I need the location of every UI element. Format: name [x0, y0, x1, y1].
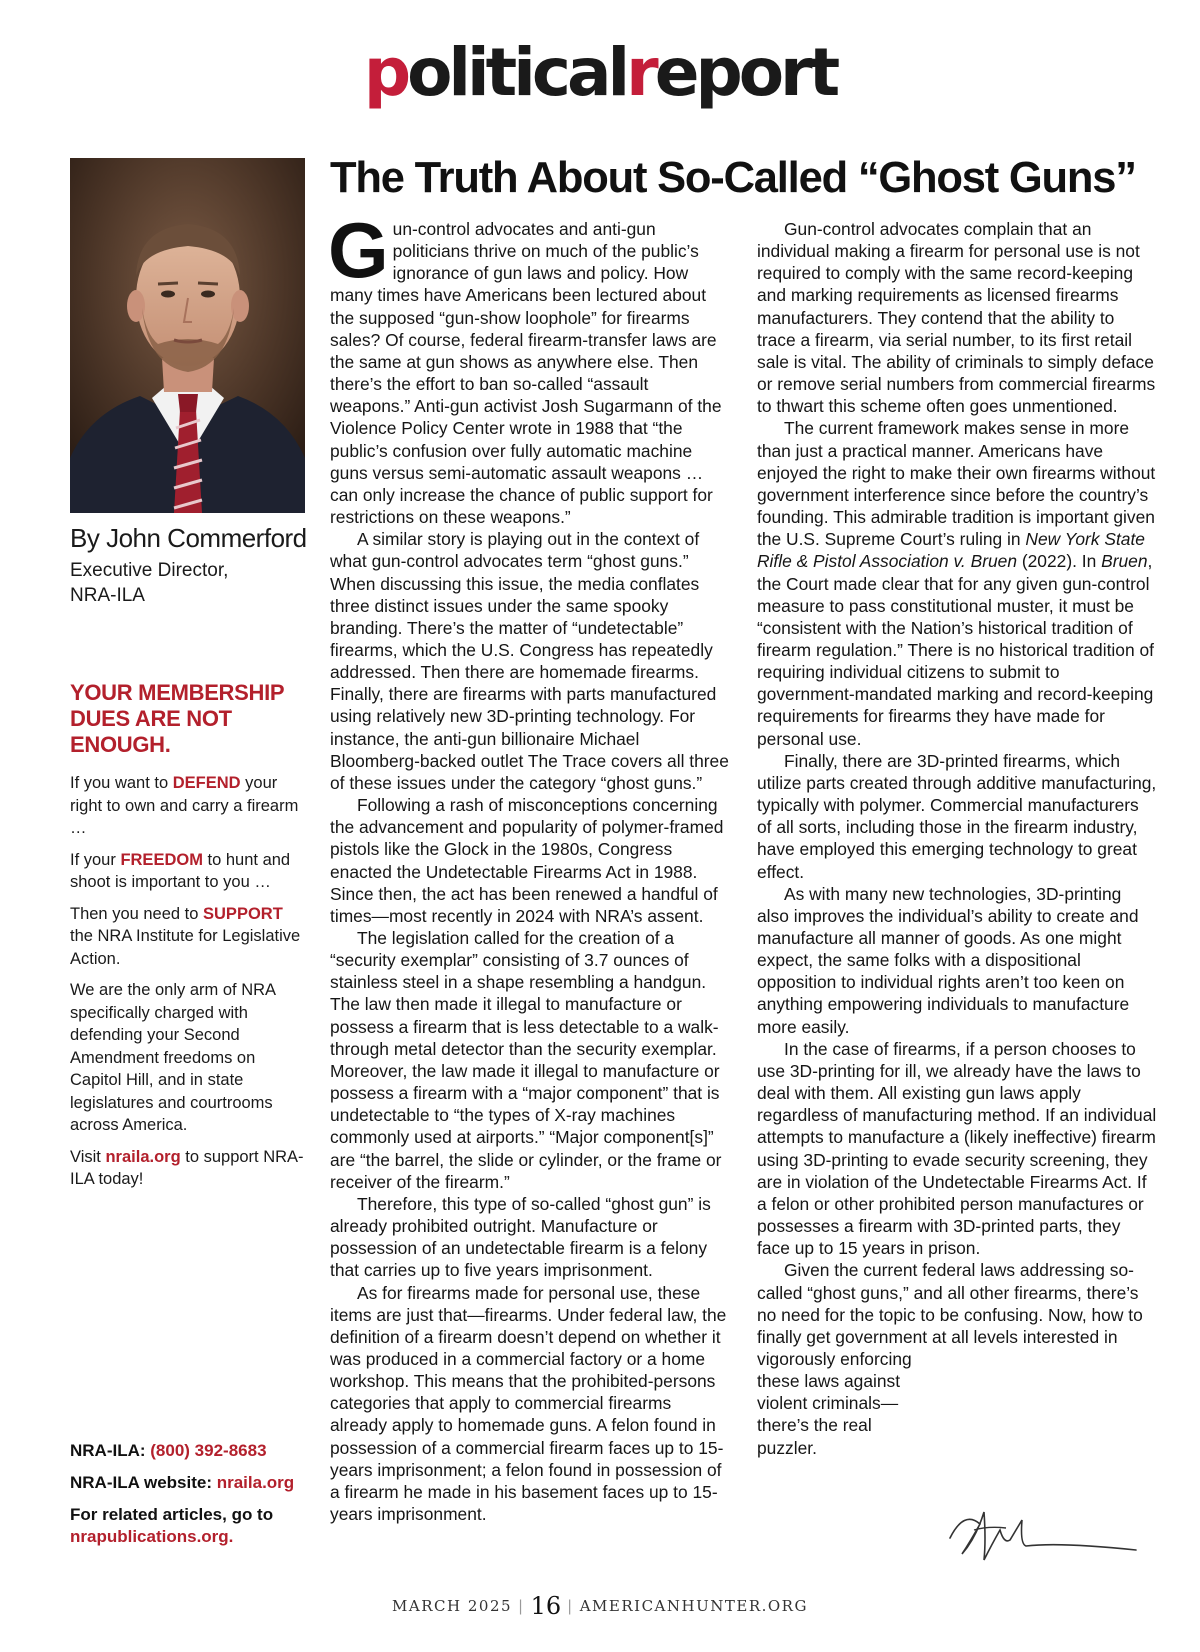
article-paragraph: Gun-control advocates complain that an individual making a firearm for personal use is not required to comply with the same record-keeping and marking requirements as licensed firearms manufacturers. They contend that the ability to trace a firearm, via serial number, to its first retail sale is vital. The ability of criminals to simply deface or remove serial numbers from commercial firearms to thwart this scheme often goes unmentioned. [757, 219, 1156, 417]
article-paragraph: The legislation called for the creation of a “security exemplar” consisting of 3.7 ounces of stainless steel in a shape resembling a handgun. The law then made it illegal to manufacture or possess a firearm that is less detectable to a walk-through metal detector than the security exemplar. Moreover, the law made it illegal to manufacture or possess a firearm with a “major component” that is undetectable to “the types of X-ray machines commonly used at airports.” “Major component[s]” are “the barrel, the slide or cylinder, or the frame or receiver of the firearm.” [330, 928, 722, 1192]
article-paragraph: As for firearms made for personal use, these items are just that—firearms. Under federal law, the definition of a firearm doesn’t depend on whether it was produced in a commercial factory or a home workshop. This means that the prohibited-persons categories that apply to commercial firearms already apply to homemade guns. A felon found in possession of a commercial firearm faces up to 15-years imprisonment; a felon found in possession of a firearm he made in his basement faces up to 15-years imprisonment. [330, 1282, 727, 1525]
page-number: 16 [530, 1592, 562, 1620]
article-paragraph: Following a rash of misconceptions concerning the advancement and popularity of polymer-framed pistols like the Glock in the 1980s, Congress enacted the Undetectable Firearms Act in 1988. Since then, the act has been renewed a handful of times—most recently in 2024 with NRA’s assent. [330, 795, 724, 926]
article-paragraph: Finally, there are 3D-printed firearms, which utilize parts created through additive manufacturing, typically with polymer. Commercial manufacturers of all sorts, including those in the firearm industry, have employed this emerging technology to great effect. [757, 750, 1157, 882]
article-closing: these laws against violent criminals—there’s the real puzzler. [757, 1371, 901, 1458]
author-signature [940, 1490, 1140, 1570]
author-title: Executive Director, [70, 560, 229, 581]
sidebar-paragraph: We are the only arm of NRA specifically charged with defending your Second Amendment freedoms on Capitol Hill, and in state legislatures and courtrooms across America. [70, 981, 276, 1134]
contact-related: For related articles, go to nrapublications.org. [70, 1505, 274, 1546]
author-org: NRA-ILA [70, 585, 145, 606]
article-headline: The Truth About So-Called “Ghost Guns” [330, 154, 1136, 202]
article-paragraph: Therefore, this type of so-called “ghost gun” is already prohibited outright. Manufacture or possession of an undetectable firearm is a felony that carries up to five years imprisonment. [330, 1193, 711, 1281]
contact-block [70, 1440, 320, 1558]
article-paragraph: In the case of firearms, if a person chooses to use 3D-printing for ill, we already have the laws to deal with them. All existing gun laws apply regardless of manufacturing method. If an individual attempts to manufacture a (likely ineffective) firearm using 3D-printing to evade security screening, they are in violation of the Undetectable Firearms Act. If a felon or other prohibited person manufactures or possesses a firearm with 3D-printed parts, they face up to 15 years in prison. [757, 1038, 1157, 1259]
drop-cap: G [328, 206, 389, 294]
sidebar-paragraph: Then you need to SUPPORT the NRA Institute for Legislative Action. [70, 904, 301, 968]
contact-website: NRA-ILA website: nraila.org [70, 1473, 295, 1492]
article-paragraph: Given the current federal laws addressing so-called “ghost guns,” and all other firearms, there’s no need for the topic to be confusing. Now, how to finally get government at all levels interested in vigorously enforcing [757, 1260, 1143, 1369]
contact-phone: NRA-ILA: (800) 392-8683 [70, 1441, 267, 1460]
phone-link[interactable]: (800) 392-8683 [150, 1441, 267, 1460]
article-paragraph: A similar story is playing out in the context of what gun-control advocates term “ghost guns.” When discussing this issue, the media conflates three distinct issues under the same spooky branding. There’s the matter of “undetectable” firearms, which the U.S. Congress has repeatedly addressed. Then there are homemade firearms. Finally, there are firearms with parts manufactured using relatively new 3D-printing technology. For instance, the anti-gun billionaire Michael Bloomberg-backed outlet The Trace covers all three of these issues under the category “ghost guns.” [330, 529, 729, 793]
byline [70, 522, 310, 608]
sidebar-paragraph: If your FREEDOM to hunt and shoot is important to you … [70, 850, 291, 891]
sidebar-paragraph: If you want to DEFEND your right to own and carry a firearm … [70, 774, 299, 837]
page-footer: MARCH 2025 | 16 | AMERICANHUNTER.ORG [392, 1592, 808, 1620]
author-photo [70, 158, 305, 513]
website-link[interactable]: nraila.org [216, 1473, 295, 1492]
article-column-1 [328, 206, 730, 1525]
author-name: By John Commerford [70, 523, 307, 553]
article-paragraph: Gun-control advocates and anti-gun politicians thrive on much of the public’s ignorance of gun laws and policy. How many times have Americans been lectured about the supposed “gun-show loophole” for firearms sales? Of course, federal firearm-transfer laws are the same at gun shows as anywhere else. Then there’s the effort to ban so-called “assault weapons.” Anti-gun activist Josh Sugarmann of the Violence Policy Center wrote in 1988 that “the public’s confusion over fully automatic machine guns versus semi-automatic assault weapons … can only increase the chance of public support for restrictions on these weapons.” [328, 206, 722, 528]
footer-date: MARCH 2025 [392, 1597, 513, 1615]
sidebar-heading: YOUR MEMBERSHIP DUES ARE NOT ENOUGH. [70, 680, 284, 757]
article-column-2 [757, 218, 1157, 1459]
sidebar-paragraph: Visit nraila.org to support NRA-ILA today! [70, 1147, 304, 1188]
membership-sidebar [70, 680, 310, 1200]
footer-site: AMERICANHUNTER.ORG [579, 1597, 808, 1615]
masthead-logo: politicalreport [363, 34, 837, 111]
related-link[interactable]: nrapublications.org. [70, 1527, 234, 1546]
nraila-link[interactable]: nraila.org [105, 1147, 181, 1166]
article-paragraph: As with many new technologies, 3D-printing also improves the individual’s ability to create and manufacture all manner of goods. As one might expect, the same folks with a dispositional opposition to individual rights aren’t too keen on anything empowering individuals to manufacture more easily. [757, 883, 1139, 1037]
article-paragraph: The current framework makes sense in more than just a practical manner. Americans have enjoyed the right to make their own firearms without government interference since before the country’s founding. This admirable tradition is important given the U.S. Supreme Court’s ruling in New York State Rifle & Pistol Association v. Bruen (2022). In Bruen, the Court made clear that for any given gun-control measure to pass constitutional muster, it must be “consistent with the Nation’s historical tradition of firearm regulation.” There is no historical tradition of requiring individual citizens to submit to government-mandated marking and record-keeping requirements for firearms they have made for personal use. [757, 418, 1156, 749]
